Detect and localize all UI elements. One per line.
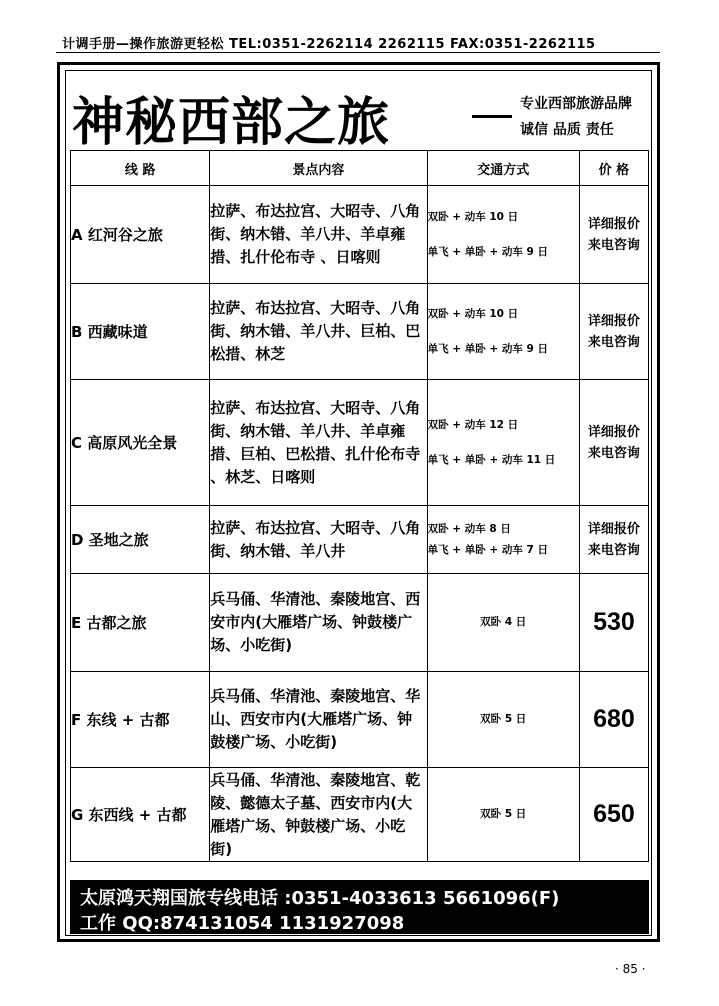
header-contact-line: 计调手册—操作旅游更轻松 TEL:0351-2262114 2262115 FAX:0351-2262115	[62, 37, 596, 52]
route-spots: 兵马俑、华清池、秦陵地宫、西安市内(大雁塔广场、钟鼓楼广场、小吃街)	[210, 574, 427, 672]
table-row	[71, 574, 649, 672]
header-route: 线 路	[71, 151, 210, 186]
transport-option: 单飞 + 单卧 + 动车 7 日	[427, 543, 548, 556]
route-price	[579, 284, 648, 380]
header-spots: 景点内容	[210, 151, 427, 186]
transport-option: 单飞 + 单卧 + 动车 11 日	[427, 453, 556, 466]
table-row	[71, 380, 649, 506]
slogan-line-1: 专业西部旅游品牌	[520, 96, 632, 112]
route-transport	[427, 284, 579, 380]
route-transport	[427, 380, 579, 506]
route-name: G 东西线 + 古都	[71, 768, 210, 862]
route-name: F 东线 + 古都	[71, 672, 210, 768]
price-note: 来电咨询	[587, 237, 640, 253]
page-number: · 85 ·	[615, 962, 646, 976]
footer-contact-box	[70, 880, 649, 934]
header-price: 价 格	[579, 151, 648, 186]
table-row	[71, 506, 649, 574]
table-header-row	[71, 151, 649, 186]
route-price	[579, 506, 648, 574]
price-value: 650	[593, 800, 635, 828]
route-spots: 兵马俑、华清池、秦陵地宫、华山、西安市内(大雁塔广场、钟鼓楼广场、小吃街)	[210, 672, 427, 768]
route-price	[579, 186, 648, 284]
route-name: B 西藏味道	[71, 284, 210, 380]
routes-table-body	[71, 186, 649, 862]
price-value: 680	[593, 705, 635, 733]
route-transport	[427, 506, 579, 574]
footer-phone-line: 太原鸿天翔国旅专线电话 :0351-4033613 5661096(F)	[80, 888, 560, 909]
route-spots: 兵马俑、华清池、秦陵地宫、乾陵、懿德太子墓、西安市内(大雁塔广场、钟鼓楼广场、小吃街)	[210, 768, 427, 862]
title-dash	[472, 115, 512, 118]
transport-option: 单飞 + 单卧 + 动车 9 日	[427, 342, 548, 355]
footer-qq-line: 工作 QQ:874131054 1131927098	[80, 913, 405, 934]
table-row	[71, 768, 649, 862]
price-note: 来电咨询	[587, 445, 640, 461]
route-name: A 红河谷之旅	[71, 186, 210, 284]
price-note: 详细报价	[587, 216, 640, 232]
route-spots: 拉萨、布达拉宫、大昭寺、八角街、纳木错、羊八井	[210, 506, 427, 574]
routes-table	[70, 150, 649, 862]
transport-option: 双卧 4 日	[480, 616, 527, 628]
transport-option: 单飞 + 单卧 + 动车 9 日	[427, 245, 548, 258]
route-name: D 圣地之旅	[71, 506, 210, 574]
header-rule	[56, 52, 660, 53]
transport-option: 双卧 + 动车 10 日	[427, 307, 519, 320]
page-title: 神秘西部之旅	[72, 92, 391, 153]
route-spots: 拉萨、布达拉宫、大昭寺、八角街、纳木错、羊八井、羊卓雍措、巨柏、巴松措、扎什伦布寺 、林芝、日喀则	[210, 380, 427, 506]
table-row	[71, 186, 649, 284]
header-transport: 交通方式	[427, 151, 579, 186]
price-value: 530	[593, 608, 635, 636]
transport-option: 双卧 5 日	[480, 808, 527, 820]
route-transport	[427, 186, 579, 284]
route-spots: 拉萨、布达拉宫、大昭寺、八角街、纳木错、羊八井、羊卓雍措、扎什伦布寺 、日喀则	[210, 186, 427, 284]
price-note: 来电咨询	[587, 334, 640, 350]
transport-option: 双卧 + 动车 10 日	[427, 210, 519, 223]
route-price	[579, 768, 648, 862]
route-transport	[427, 768, 579, 862]
price-note: 详细报价	[587, 424, 640, 440]
route-price	[579, 672, 648, 768]
price-note: 详细报价	[587, 521, 640, 537]
route-name: C 高原风光全景	[71, 380, 210, 506]
price-note: 详细报价	[587, 313, 640, 329]
route-price	[579, 380, 648, 506]
route-transport	[427, 672, 579, 768]
route-price	[579, 574, 648, 672]
transport-option: 双卧 + 动车 8 日	[427, 522, 511, 535]
price-note: 来电咨询	[587, 542, 640, 558]
route-transport	[427, 574, 579, 672]
table-row	[71, 284, 649, 380]
route-name: E 古都之旅	[71, 574, 210, 672]
transport-option: 双卧 5 日	[480, 713, 527, 725]
table-row	[71, 672, 649, 768]
route-spots: 拉萨、布达拉宫、大昭寺、八角街、纳木错、羊八井、巨柏、巴松措、林芝	[210, 284, 427, 380]
transport-option: 双卧 + 动车 12 日	[427, 418, 519, 431]
slogan-line-2: 诚信 品质 责任	[520, 122, 614, 138]
